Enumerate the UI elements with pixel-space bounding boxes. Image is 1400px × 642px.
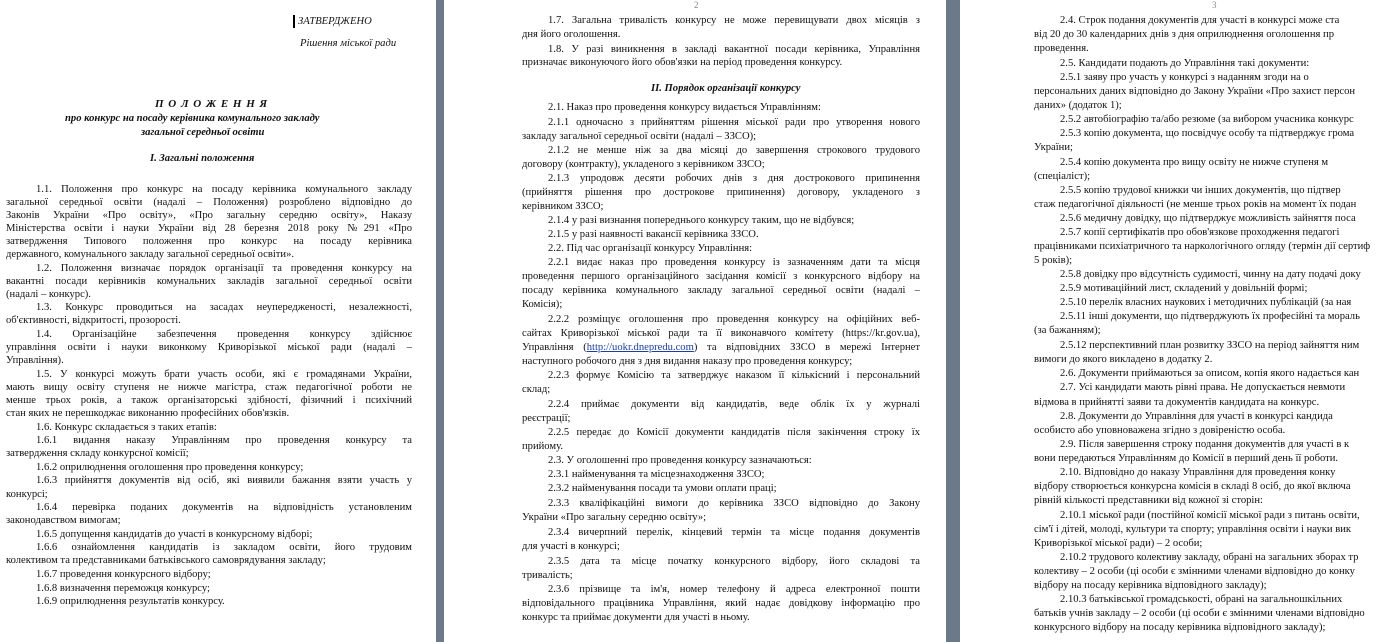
text-line: склад; <box>522 384 551 395</box>
text-line: дня його оголошення. <box>522 29 621 40</box>
text-line: 2.2.1 видає наказ про проведення конкурсу із зазначенням дати та місця <box>548 257 920 268</box>
text-line: мають вищу освіту ступеня не нижче магістра, стаж педагогічної роботи не <box>6 382 412 393</box>
text-line: (за бажанням); <box>1034 325 1101 336</box>
text-line: колективу – 2 особи (ці особи є змінними членами відповідно до конку <box>1034 566 1355 577</box>
text-line: (надалі – конкурс). <box>6 289 91 300</box>
text-line: працівниками психіатричного та наркологічного огляду (термін дії сертиф <box>1034 241 1371 252</box>
text-line: відповідального працівника Управління, який надає довідкову інформацію про <box>522 598 920 609</box>
text-line: 2.9. Після завершення строку подання документів для участі в к <box>1060 439 1350 450</box>
text-line: затвердження складу конкурсної комісії; <box>6 448 189 459</box>
text-line: від 20 до 30 календарних днів з дня оприлюднення оголошення пр <box>1034 29 1335 40</box>
text-line: України «Про загальну середню освіту»; <box>522 512 707 523</box>
text-line: Управління). <box>6 355 64 366</box>
text-line: рівній кількості представники від кожної зі сторін: <box>1034 495 1263 506</box>
text-line: 2.5.9 мотиваційний лист, складений у довільній формі; <box>1060 283 1308 294</box>
text-line: наступного робочого дня з дня видання наказу про проведення конкурсу; <box>522 356 853 367</box>
text-line: конкурсі; <box>6 489 48 500</box>
text-line: 1.6.2 оприлюднення оголошення про проведення конкурсу; <box>36 462 304 473</box>
text-line: 1.5. У конкурсі можуть брати участь особи, які є громадянами України, <box>36 369 412 380</box>
text-line: стан яких не перешкоджає виконанню професійних обов'язків. <box>6 408 290 419</box>
text-line: управління освіти і науки виконкому Криворізької міської ради (надалі – <box>6 342 412 353</box>
text-line: 2.5.3 копію документа, що посвідчує особу та підтверджує грома <box>1060 128 1355 139</box>
text-line: закладу загальної середньої освіти (надалі – ЗЗСО); <box>522 131 757 142</box>
text-line: 2.3.1 найменування та місцезнаходження ЗЗСО; <box>548 469 765 480</box>
text-line: 1.3. Конкурс проводиться на засадах неупередженості, незалежності, <box>36 302 412 313</box>
text-line: конкурс та приймає документи для участі в ньому. <box>522 612 750 623</box>
text-line: 2.3.2 найменування посади та умови оплати праці; <box>548 483 777 494</box>
text-line: відмова в прийнятті заяви та документів кандидата на конкурс. <box>1034 397 1320 408</box>
text-line: відбору на посаду керівника відповідного закладу); <box>1034 580 1267 591</box>
text-line: 2.3.3 кваліфікаційні вимоги до керівника ЗЗСО відповідно до Закону <box>548 498 920 509</box>
text-line: 2.5.12 перспективний план розвитку ЗЗСО на період зайняття ним <box>1060 340 1360 351</box>
text-line: 2.3.4 вичерпний перелік, кінцевий термін та місце подання документів <box>548 527 920 538</box>
text-line: 2.1.1 одночасно з прийняттям рішення міської ради про утворення нового <box>548 117 920 128</box>
text-line: 1.8. У разі виникнення в закладі вакантної посади керівника, Управління <box>548 44 920 55</box>
text-line: 1.6.8 визначення переможця конкурсу; <box>36 583 210 594</box>
text-line: 1.1. Положення про конкурс на посаду керівника комунального закладу <box>36 184 412 195</box>
text-line: менше трьох років, а також організаторські здібності, фізичний і психічний <box>6 395 412 406</box>
text-line: 2.1.3 упродовж десяти робочих днів з дня дострокового припинення <box>548 173 920 184</box>
text-line: 2.3. У оголошенні про проведення конкурсу зазначаються: <box>548 455 812 466</box>
text-line: конкурсного відбору на посаду керівника відповідного закладу); <box>1034 622 1326 633</box>
text-line: України; <box>1034 142 1073 153</box>
text-line: 1.6.6 ознайомлення кандидатів із закладом освіти, його трудовим <box>36 542 412 553</box>
text-line: Комісія); <box>522 299 563 310</box>
text-line: 1.6.1 видання наказу Управлінням про проведення конкурсу та <box>36 435 412 446</box>
text-line: 2.10.2 трудового колективу закладу, обрані на загальних зборах тр <box>1060 552 1359 563</box>
text-line: 2.7. Усі кандидати мають рівні права. Не допускається невмоти <box>1060 382 1346 393</box>
text-line: 2.10.3 батьківської громадськості, обрані на загальношкільних <box>1060 594 1343 605</box>
text-line: (спеціаліст); <box>1034 171 1091 182</box>
text-line: 2.2.3 формує Комісію та затверджує наказом її кількісний і персональний <box>548 370 920 381</box>
text-line: прийому. <box>522 441 563 452</box>
text-line: Криворізької міської ради) – 2 особи; <box>1034 538 1203 549</box>
text-line: 2.1. Наказ про проведення конкурсу видається Управлінням: <box>548 102 821 113</box>
text-line: 2.1.2 не менше ніж за два місяці до завершення строкового трудового <box>548 145 920 156</box>
text-line: 2.2. Під час організації конкурсу Управління: <box>548 243 753 254</box>
text-line: 2.3.6 прізвище та ім'я, номер телефону й адреса електронної пошти <box>548 584 920 595</box>
text-line: відбору створюється конкурсна комісія в складі 8 осіб, до якої включа <box>1034 481 1351 492</box>
document-page-3 <box>960 0 1400 642</box>
text-line: особисто або уповноважена згідно з довіреністю особа. <box>1034 425 1286 436</box>
document-subtitle-2: загальної середньої освіти <box>141 127 265 138</box>
text-line: 2.10. Відповідно до наказу Управління для проведення конку <box>1060 467 1336 478</box>
text-line: колективом та представниками батьківського самоврядування закладу; <box>6 555 326 566</box>
text-line: тривалість; <box>522 570 573 581</box>
text-line: 2.2.4 приймає документи від кандидатів, веде облік їх у журналі <box>548 399 920 410</box>
text-line: 1.6. Конкурс складається з таких етапів: <box>36 422 217 433</box>
text-line: 2.2.5 передає до Комісії документи кандидатів після закінчення строку їх <box>548 427 920 438</box>
text-line: 1.6.4 перевірка поданих документів на відповідність установленим <box>36 502 412 513</box>
text-line: реєстрації; <box>522 413 571 424</box>
document-page-2 <box>444 0 946 642</box>
text-line: об'єктивності, відкритості, прозорості. <box>6 315 181 326</box>
text-line: посаду керівника комунального закладу загальної середньої освіти (надалі – <box>522 285 920 296</box>
text-line: проведення. <box>1034 43 1089 54</box>
text-line: 1.6.7 проведення конкурсного відбору; <box>36 569 211 580</box>
text-line: батьків учнів закладу – 2 особи (ці особи є змінними членами відповідно <box>1034 608 1365 619</box>
text-line: вимоги до якого викладено в додатку 2. <box>1034 354 1213 365</box>
text-line: 2.5.2 автобіографію та/або резюме (за вибором учасника конкурс <box>1060 114 1354 125</box>
text-line: 2.5.7 копії сертифікатів про обов'язкове проходження педагогі <box>1060 227 1340 238</box>
text-line: Управління (http://uokr.dnepredu.com) та відповідних ЗЗСО в мережі Інтернет <box>522 342 920 353</box>
text-line: для участі в конкурсі; <box>522 541 620 552</box>
text-line: 2.5.5 копію трудової книжки чи інших документів, що підтвер <box>1060 185 1341 196</box>
text-line: 1.6.9 оприлюднення результатів конкурсу. <box>36 596 225 607</box>
text-line: 1.4. Організаційне забезпечення проведення конкурсу здійснює <box>36 329 412 340</box>
text-line: Міністерства освіти і науки України від 28 березня 2018 року №291 «Про <box>6 223 412 234</box>
text-line: сайтах Криворізької міської ради та її виконавчого комітету (https://kr.gov.ua), <box>522 328 920 339</box>
page-number: 3 <box>1212 0 1217 10</box>
text-line: 2.1.4 у разі визнання попереднього конкурсу таким, що не відбувся; <box>548 215 855 226</box>
document-title: П О Л О Ж Е Н Н Я <box>155 98 269 110</box>
text-line: вони передаються Управлінням до Комісії в перший день її роботи. <box>1034 453 1339 464</box>
text-line: 1.2. Положення визначає порядок організації та проведення конкурсу на <box>36 263 412 274</box>
text-line: 2.5.8 довідку про відсутність судимості, чинну на дату подачі доку <box>1060 269 1361 280</box>
approval-label: ЗАТВЕРДЖЕНО <box>298 16 372 27</box>
text-line: персональних даних відповідно до Закону України «Про захист персон <box>1034 86 1356 97</box>
text-line: загальної середньої освіти (надалі – Положення) розроблено відповідно до <box>6 197 412 208</box>
text-line: 1.6.5 допущення кандидатів до участі в конкурсному відборі; <box>36 529 313 540</box>
text-line: 2.1.5 у разі наявності вакансії керівника ЗЗСО. <box>548 229 759 240</box>
text-line: вакантні посади керівників комунальних закладів загальної середньої освіти <box>6 276 412 287</box>
approval-decision: Рішення міської ради <box>300 38 397 49</box>
text-line: 2.2.2 розміщує оголошення про проведення конкурсу на офіційних веб- <box>548 314 920 325</box>
text-line: 2.4. Строк подання документів для участі в конкурсі може ста <box>1060 15 1340 26</box>
text-line: законодавством вимогам; <box>6 515 121 526</box>
section-heading: ІІ. Порядок організації конкурсу <box>651 83 801 94</box>
document-page-1 <box>0 0 436 642</box>
text-line: 2.5.11 інші документи, що підтверджують їх професійні та мораль <box>1060 311 1360 322</box>
text-line: даних» (додаток 1); <box>1034 100 1122 111</box>
page-number: 2 <box>694 0 699 10</box>
text-line: державного, комунального закладу загальної середньої освіти». <box>6 249 295 260</box>
text-line: затвердження Типового положення про конкурс на посаду керівника <box>6 236 412 247</box>
website-link[interactable]: http://uokr.dnepredu.com <box>586 342 694 353</box>
document-subtitle-1: про конкурс на посаду керівника комунального закладу <box>65 113 320 124</box>
text-line: 2.8. Документи до Управління для участі в конкурсі кандида <box>1060 411 1333 422</box>
text-line: стаж педагогічної діяльності (не менше трьох років на момент їх подан <box>1034 199 1357 210</box>
section-heading: І. Загальні положення <box>150 153 255 164</box>
text-line: 2.5.4 копію документа про вищу освіту не нижче ступеня м <box>1060 157 1329 168</box>
text-line: сім'ї і дітей, молоді, культури та спорту; управління освіти і науки вик <box>1034 524 1352 535</box>
text-line: 2.3.5 дата та місце початку конкурсного відбору, його складові та <box>548 556 920 567</box>
text-line: 2.6. Документи приймаються за описом, копія якого надається кан <box>1060 368 1360 379</box>
text-line: 2.5.1 заяву про участь у конкурсі з наданням згоди на о <box>1060 72 1309 83</box>
text-cursor <box>293 15 295 28</box>
text-line: 1.6.3 прийняття документів від осіб, які виявили бажання взяти участь у <box>36 475 412 486</box>
text-line: 2.5.10 перелік власних наукових і методичних публікацій (за ная <box>1060 297 1352 308</box>
text-line: 1.7. Загальна тривалість конкурсу не може перевищувати двох місяців з <box>548 15 920 26</box>
text-line: 2.5. Кандидати подають до Управління такі документи: <box>1060 58 1310 69</box>
text-line: Законів України «Про освіту», «Про загальну середню освіту», Наказу <box>6 210 412 221</box>
text-line: 2.10.1 міської ради (постійної комісії міської ради з питань освіти, <box>1060 510 1360 521</box>
text-line: 2.5.6 медичну довідку, що підтверджує можливість зайняття поса <box>1060 213 1356 224</box>
text-line: керівником ЗЗСО; <box>522 201 604 212</box>
text-line: (прийняття рішення про дострокове припинення) договору, укладеного з <box>522 187 920 198</box>
text-line: призначає виконуючого його обов'язки на період проведення конкурсу. <box>522 57 843 68</box>
text-line: проведення першого організаційного засідання комісії з конкурсного відбору на <box>522 271 920 282</box>
text-line: договору (контракту), укладеного з керівником ЗЗСО; <box>522 159 765 170</box>
text-line: 5 років); <box>1034 255 1073 266</box>
